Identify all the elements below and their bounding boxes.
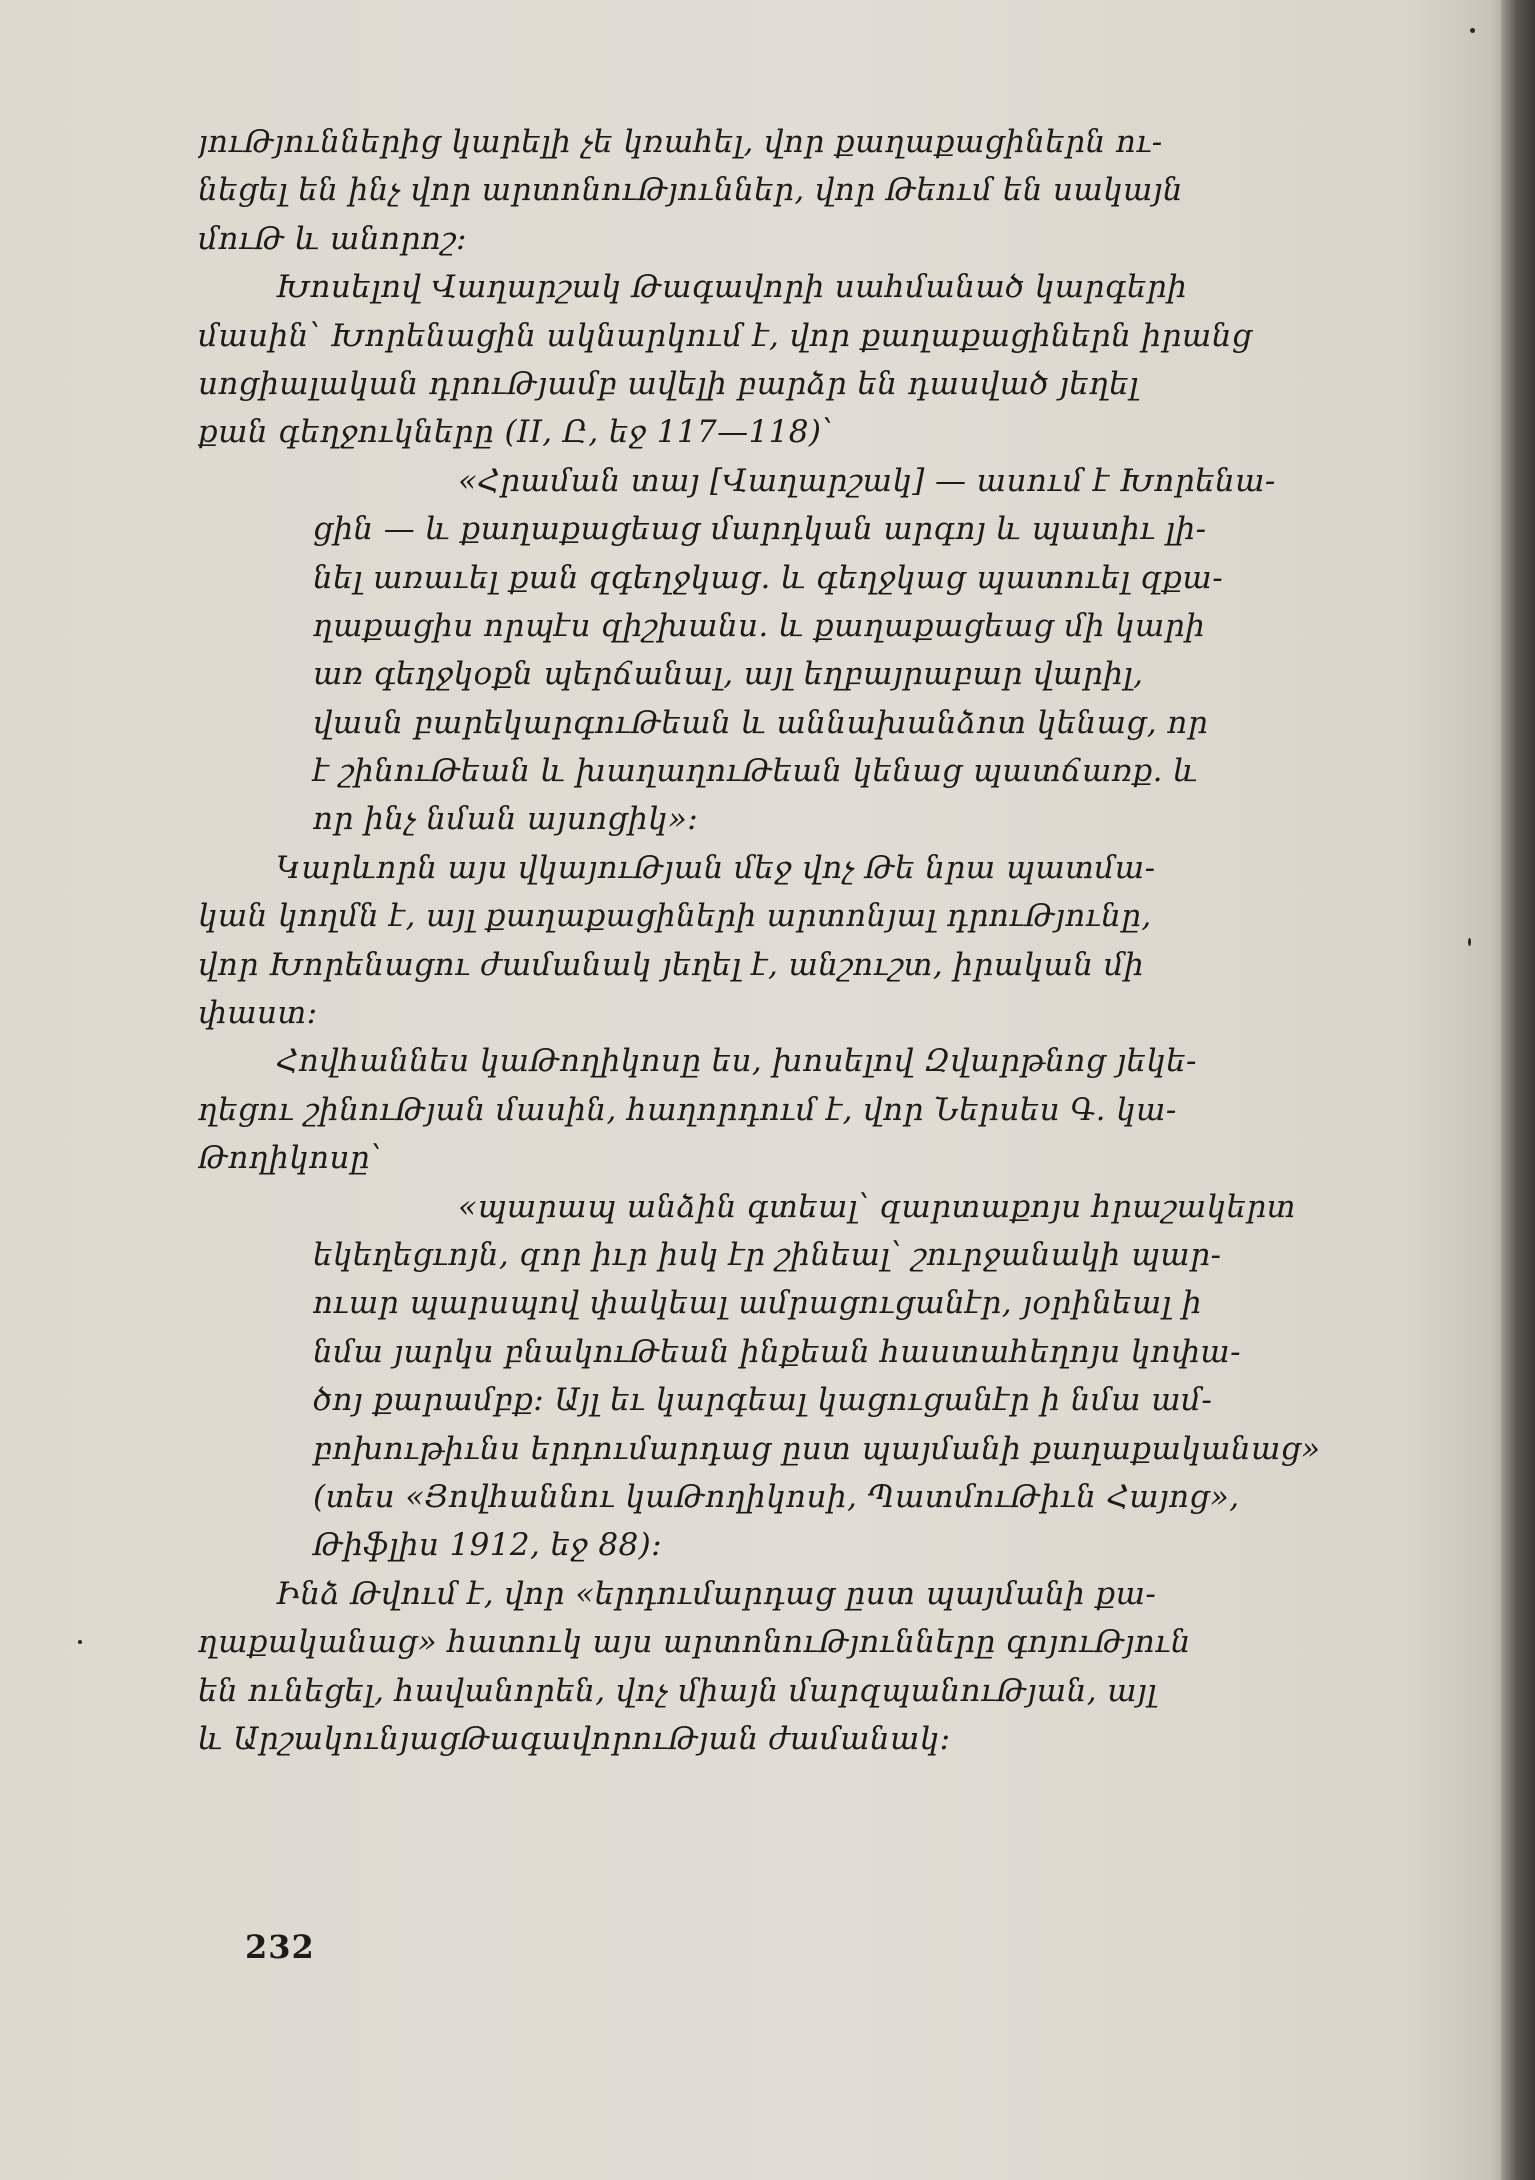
- text-line: նեցել են ինչ վոր արտոնուԹյուններ, վոր Թեում են սակայն: [198, 172, 1183, 209]
- text-line: սոցիալական դրուԹյամբ ավելի բարձր են դասված յեղել: [198, 365, 1139, 402]
- text-line: և ԱրշակունյացԹագավորուԹյան ժամանակ։: [198, 1720, 951, 1757]
- quote-line: նել առաւել քան զգեղջկաց. և գեղջկաց պատուել զքա-: [313, 559, 1224, 596]
- text-line: Թողիկոսը՝: [198, 1140, 382, 1177]
- print-speck: [78, 1640, 82, 1644]
- text-line: են ունեցել, հավանորեն, վոչ միայն մարզպանուԹյան, այլ: [198, 1672, 1157, 1709]
- text-line: մասին՝ Խորենացին ակնարկում է, վոր քաղաքացիներն իրանց: [198, 317, 1253, 354]
- quote-line: որ ինչ նման այսոցիկ»։: [313, 801, 699, 838]
- print-speck: [1470, 28, 1475, 33]
- book-spine-shadow: [1501, 0, 1535, 2180]
- quote-line: ցին — և քաղաքացեաց մարդկան արգոյ և պատիւ լի-: [313, 511, 1207, 548]
- quote-line: եկեղեցւոյն, զոր իւր իսկ էր շինեալ՝ շուրջանակի պար-: [313, 1236, 1222, 1273]
- quote-line: ղաքացիս որպէս զիշխանս. և քաղաքացեաց մի կարի: [313, 607, 1206, 644]
- citation-line: Թիֆլիս 1912, եջ 88)։: [313, 1527, 663, 1564]
- quote-line: առ գեղջկօքն պերճանալ, այլ եղբայրաբար վարիլ,: [313, 656, 1144, 693]
- text-line: քան գեղջուկները (II, Ը, եջ 117—118)՝: [198, 414, 834, 451]
- quote-line: ծոյ քարամբք։ Այլ եւ կարգեալ կացուցանէր ի նմա ամ-: [313, 1382, 1213, 1419]
- text-line: վոր Խորենացու ժամանակ յեղել է, անշուշտ, իրական մի: [198, 946, 1145, 983]
- text-line: փաստ։: [198, 995, 318, 1032]
- text-line: Ինձ Թվում է, վոր «երդումարդաց ըստ պայմանի քա-: [276, 1575, 1157, 1612]
- quote-line: վասն բարեկարգուԹեան և աննախանձոտ կենաց, որ: [313, 704, 1209, 741]
- text-line: յուԹյուններից կարելի չե կռահել, վոր քաղաքացիներն ու-: [198, 124, 1163, 160]
- quote-line: նմա յարկս բնակուԹեան ինքեան հաստահեղոյս կոփա-: [313, 1333, 1241, 1370]
- text-line: ղաքականաց» հատուկ այս արտոնուԹյունները գոյուԹյուն: [198, 1624, 1191, 1661]
- text-line: մուԹ և անորոշ։: [198, 220, 467, 257]
- print-speck: [1468, 938, 1471, 946]
- quote-line: ուար պարսպով փակեալ ամրացուցանէր, յօրինեալ ի: [313, 1285, 1202, 1322]
- page-number: 232: [245, 1928, 315, 1966]
- text-line: կան կողմն է, այլ քաղաքացիների արտոնյալ դրուԹյունը,: [198, 898, 1152, 935]
- text-line: ղեցու շինուԹյան մասին, հաղորդում է, վոր Ներսես Գ. կա-: [198, 1091, 1177, 1128]
- quote-line: է շինուԹեան և խաղաղուԹեան կենաց պատճառք. և: [313, 753, 1199, 790]
- quote-line: «Հրաման տայ [Վաղարշակ] — ասում է Խորենա-: [458, 462, 1276, 499]
- text-line: Կարևորն այս վկայուԹյան մեջ վոչ Թե նրա պատմա-: [276, 849, 1156, 886]
- quote-line: «պարապ անձին գտեալ՝ զարտաքոյս հրաշակերտ: [458, 1188, 1296, 1225]
- text-line: Խոսելով Վաղարշակ Թագավորի սահմանած կարգերի: [276, 269, 1188, 306]
- text-line: Հովհաննես կաԹողիկոսը ես, խոսելով Զվարթնոց յեկե-: [276, 1043, 1197, 1080]
- page-text: [198, 118, 1363, 1763]
- citation-line: (տես «Յովհաննու կաԹողիկոսի, ՊատմուԹիւն Հայոց»,: [313, 1478, 1240, 1515]
- quote-line: բոխութիւնս երդումարդաց ըստ պայմանի քաղաքականաց»: [313, 1430, 1321, 1467]
